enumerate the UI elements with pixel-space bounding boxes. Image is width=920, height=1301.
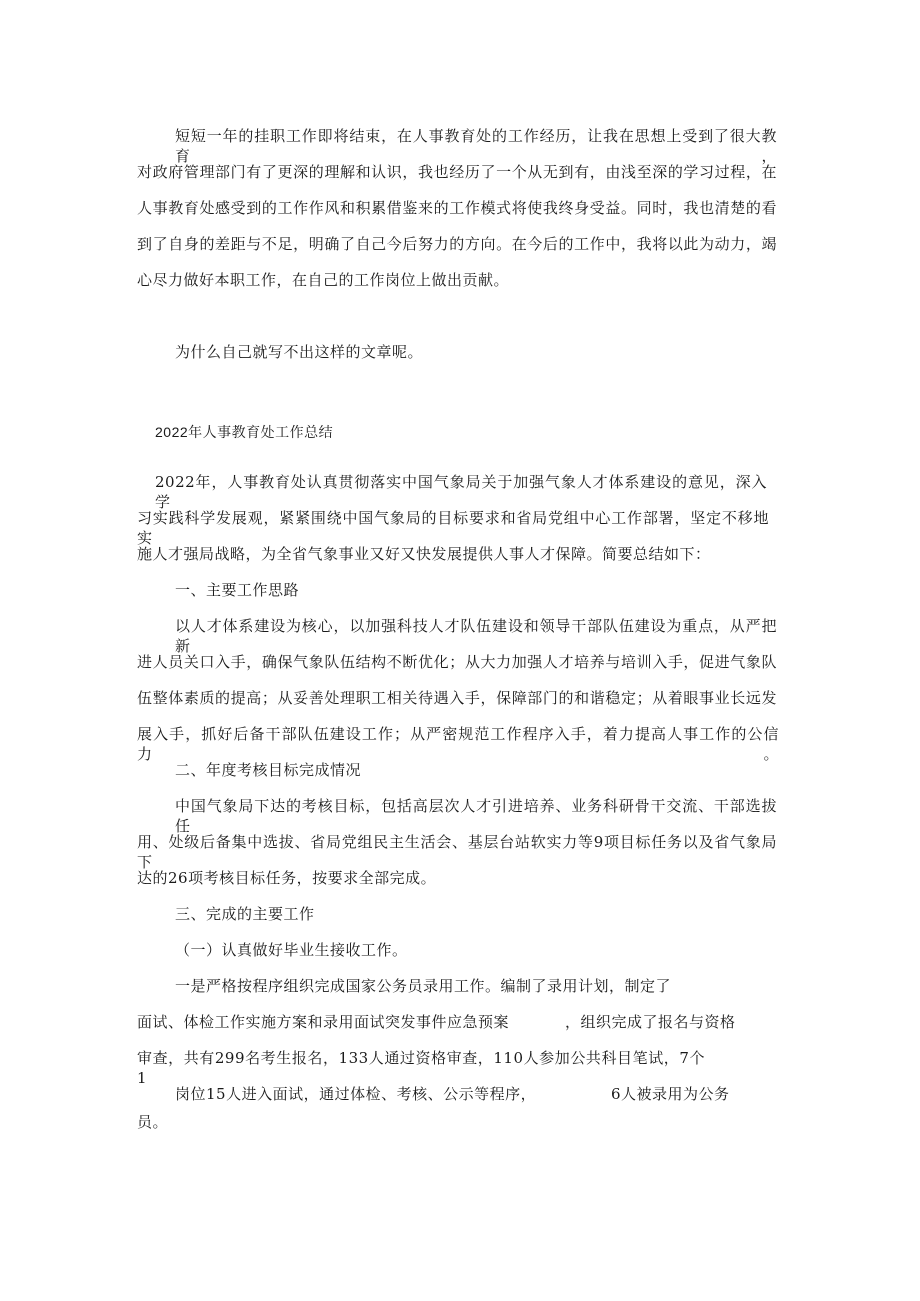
opening-line: 习实践科学发展观，紧紧围绕中国气象局的目标要求和省局党组中心工作部署，坚定不移地实	[137, 509, 769, 547]
section3-line: 岗位15人进入面试，通过体检、考核、公示等程序，	[175, 1085, 537, 1103]
section-heading: 一、主要工作思路	[175, 581, 300, 599]
section-heading: 二、年度考核目标完成情况	[175, 761, 362, 779]
section1-line: 展入手，抓好后备干部队伍建设工作；从严密规范工作程序入手，着力提高人事工作的公信力。	[137, 725, 779, 763]
comment-text: 为什么自己就写不出这样的文章呢。	[175, 343, 424, 361]
section1-line: 伍整体素质的提高；从妥善处理职工相关待遇入手，保障部门的和谐稳定；从着眼事业长远发	[137, 689, 777, 707]
intro-line: 短短一年的挂职工作即将结束，在人事教育处的工作经历，让我在思想上受到了很大教育，	[175, 127, 777, 165]
section1-line: 进人员关口入手，确保气象队伍结构不断优化；从大力加强人才培养与培训入手，促进气象队	[137, 653, 777, 671]
intro-line: 到了自身的差距与不足，明确了自己今后努力的方向。在今后的工作中，我将以此为动力，竭	[137, 235, 777, 253]
section2-line: 达的26项考核目标任务，按要求全部完成。	[137, 869, 437, 887]
section2-line: 用、处级后备集中选拔、省局党组民主生活会、基层台站软实力等9项目标任务以及省气象局下	[137, 833, 777, 871]
section3-line: 一是严格按程序组织完成国家公务员录用工作。编制了录用计划，制定了	[175, 977, 672, 995]
section3-line: 面试、体检工作实施方案和录用面试突发事件应急预案	[137, 1013, 510, 1031]
section3-line: 员。	[137, 1113, 169, 1131]
intro-line: 人事教育处感受到的工作作风和积累借鉴来的工作模式将使我终身受益。同时，我也清楚的看	[137, 199, 777, 217]
opening-line: 2022年，人事教育处认真贯彻落实中国气象局关于加强气象人才体系建设的意见，深入学	[155, 473, 767, 511]
section2-line: 中国气象局下达的考核目标，包括高层次人才引进培养、业务科研骨干交流、干部选拔任	[175, 797, 777, 835]
section3-line: 6人被录用为公务	[611, 1085, 730, 1103]
section1-line: 以人才体系建设为核心，以加强科技人才队伍建设和领导干部队伍建设为重点，从严把新	[175, 617, 777, 655]
intro-line: 对政府管理部门有了更深的理解和认识，我也经历了一个从无到有，由浅至深的学习过程，在	[137, 163, 777, 181]
opening-line: 施人才强局战略，为全省气象事业又好又快发展提供人事人才保障。简要总结如下：	[137, 545, 711, 563]
summary-title: 2022年人事教育处工作总结	[155, 424, 334, 440]
section3-line: ，组织完成了报名与资格	[565, 1013, 736, 1031]
subsection-heading: （一）认真做好毕业生接收工作。	[175, 941, 408, 959]
intro-line: 心尽力做好本职工作，在自己的工作岗位上做出贡献。	[137, 271, 510, 289]
section-heading: 三、完成的主要工作	[175, 905, 315, 923]
section3-line: 审查，共有299名考生报名，133人通过资格审查，110人参加公共科目笔试，7个1	[137, 1049, 705, 1087]
